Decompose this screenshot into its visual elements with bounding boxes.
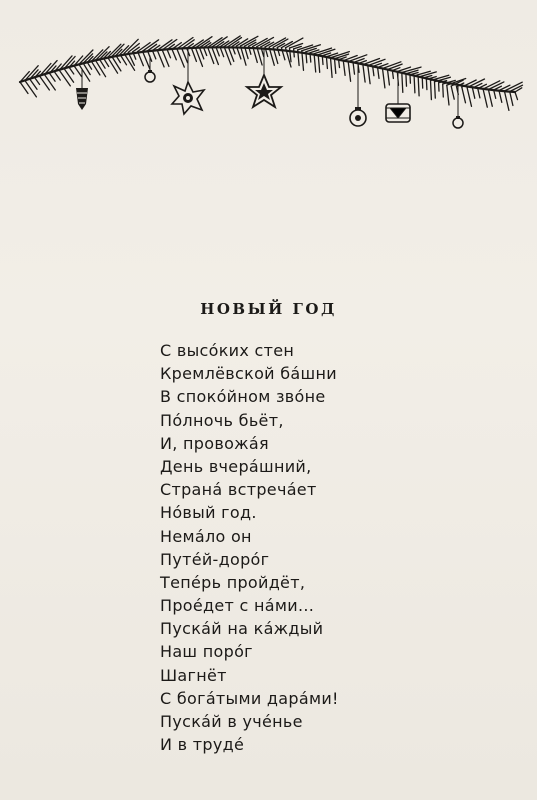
fir-needle [59,70,70,86]
fir-needle [363,65,365,83]
fir-needle [435,82,436,98]
fir-needle [35,78,40,85]
glass-ball-icon [350,107,366,126]
fir-needle [112,56,121,71]
poem-line: С высóких стен [160,341,295,360]
drum-icon [386,104,410,122]
fir-needle [443,84,444,97]
fir-needle [152,51,155,59]
pine-cone-icon [76,88,88,110]
fir-needle [510,92,513,106]
poem-line: Странá встречáет [160,480,317,500]
fir-needle [326,57,327,69]
fir-needle [392,68,400,71]
poem-line: Проéдет с нáми... [160,596,315,616]
glass-ball-icon [145,70,155,82]
fir-needle [343,56,357,61]
fir-needle [40,76,50,90]
fir-needle [462,87,466,103]
fir-needle [499,91,502,103]
fir-needle [406,74,407,87]
fir-needle [473,88,475,98]
fir-needle [182,49,188,63]
fir-needle [478,89,480,98]
fir-needle [383,69,385,88]
fir-needle [30,79,37,89]
fir-needle [54,72,60,80]
fir-needle [208,38,222,48]
fir-needle [318,55,320,73]
fir-needle [368,66,370,84]
five-point-star-icon [247,75,281,107]
fir-needle [310,53,311,62]
poem-line: Путéй-дорóг [160,549,270,569]
fir-needle [378,68,379,79]
fir-needle [294,49,295,57]
fir-needle [348,62,350,82]
fir-needle [451,86,454,99]
poem-line: И, провожáя [160,433,269,453]
fir-needle [339,60,340,68]
fir-needle [483,89,487,107]
fir-needle [87,62,91,69]
fir-needle [91,61,100,75]
poem-text [160,339,339,756]
fir-needle [269,38,286,47]
fir-needle [343,61,345,76]
fir-needle [467,88,471,107]
fir-needle [25,81,37,97]
fir-needle [504,91,509,110]
fir-needle [388,64,403,69]
fir-needle [426,79,427,89]
fir-needle [331,58,333,78]
fir-needle [418,77,419,96]
poem-line: Пускáй на кáждый [160,619,324,639]
fir-needle [96,60,106,76]
fir-needle [200,48,204,59]
glass-ball-icon [453,116,463,128]
fir-needle [108,57,118,73]
poem-title: НОВЫЙ ГОД [200,300,337,318]
fir-needle [167,50,170,58]
poem-line: В спокóйном звóне [160,387,326,407]
fir-needle [290,48,292,62]
poem-line: Тепéрь пройдёт, [160,572,306,592]
fir-needle [431,81,432,100]
fir-needle [402,73,403,93]
poem-line: Немáло он [160,526,252,546]
poem-line: Нóвый год. [160,503,257,523]
fir-needle [447,85,449,105]
fir-needle [69,67,74,74]
poem-line: Шагнёт [160,665,227,685]
snowflake-star-icon [172,82,204,114]
poem-line: Пускáй в учéнье [160,712,303,731]
fir-needle [79,64,90,81]
fir-needle [353,63,354,75]
fir-needle [196,48,203,67]
poem-line: И в трудé [160,735,245,755]
fir-needle [104,58,109,66]
fir-needle [172,49,176,60]
poem-line: Пóлночь бьёт, [160,410,284,430]
fir-needle [322,56,323,65]
fir-needle [515,92,518,100]
poem-line: Наш порóг [160,642,253,662]
poem-line: С богáтыми дарáми! [160,688,339,708]
fir-needle [100,59,106,68]
fir-needle [277,48,279,56]
fir-needle [335,59,336,74]
fir-needle [45,75,56,90]
fir-needle [388,70,390,86]
poem-line: Кремлёвской бáшни [160,364,337,384]
fir-garland-illustration [0,0,537,150]
fir-needle [204,48,207,56]
fir-needle [50,73,56,81]
fir-needle [488,90,492,107]
fir-needle [414,76,415,93]
fir-needle [306,52,307,63]
fir-needle [314,54,316,72]
poem-line: День вчерáшний, [160,456,312,476]
fir-needle [257,37,274,46]
fir-needle [373,67,374,76]
fir-needle [138,52,144,66]
